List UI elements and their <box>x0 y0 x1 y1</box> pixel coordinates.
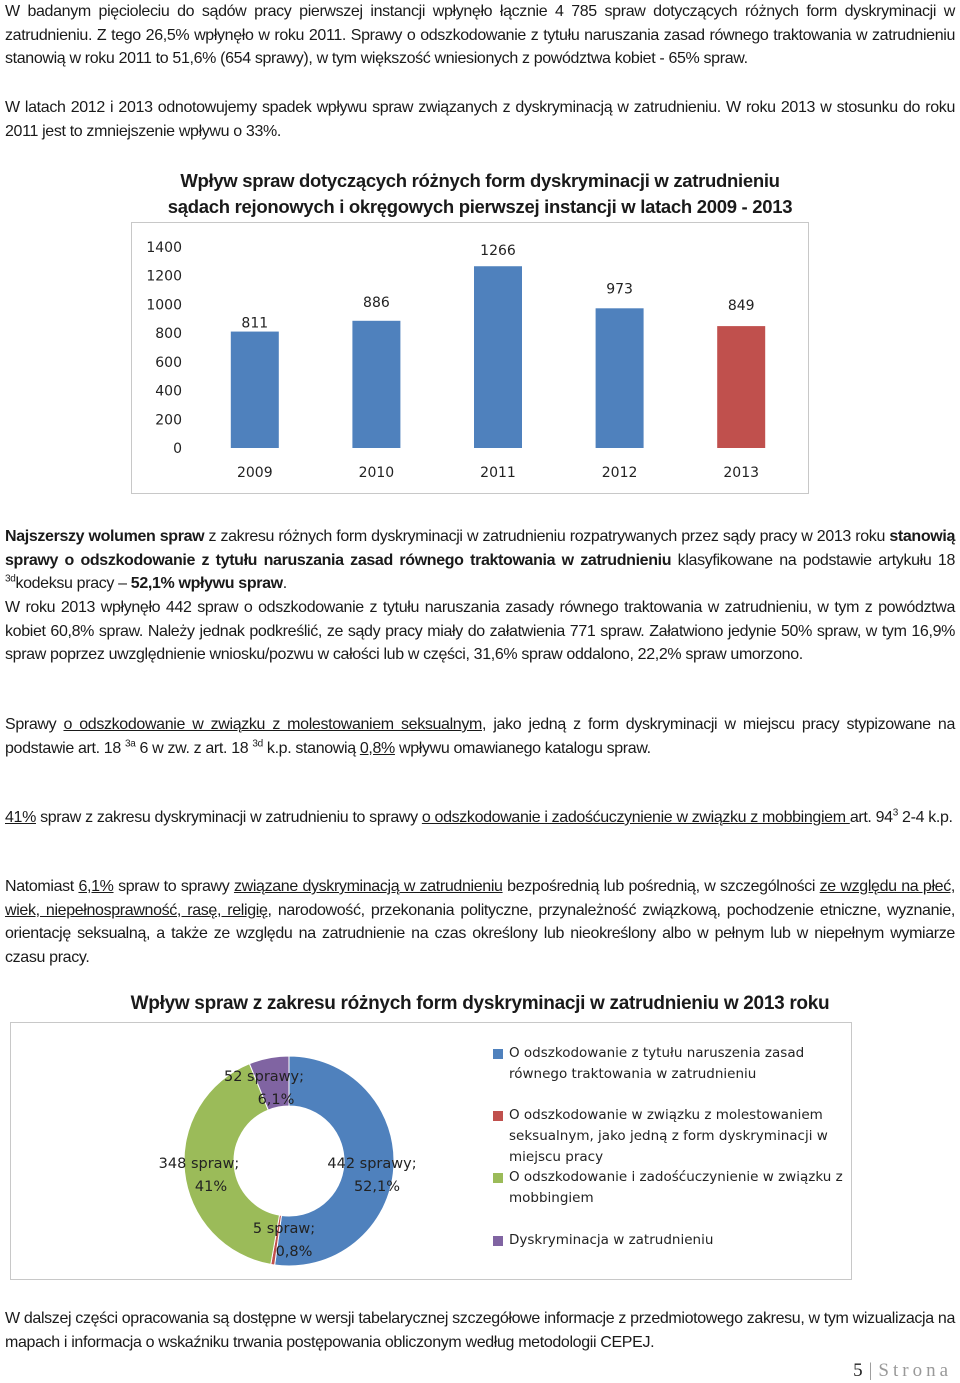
data-label-2009: 811 <box>241 315 269 332</box>
y-tick-label: 400 <box>155 383 182 400</box>
p3-text-1: z zakresu różnych form dyskryminacji w zatrudnieniu rozpatrywanych przez sądy pracy w 2013 roku <box>204 528 890 545</box>
p3-bold-1: Najszerszy wolumen spraw <box>5 528 205 545</box>
y-tick-label: 800 <box>155 326 182 343</box>
y-tick-label: 0 <box>173 441 182 457</box>
p5-text-2: , jako jedną z form dyskryminacji w miejscu pracy stypizowane na podstawie art. 18 <box>5 716 956 757</box>
p7-text-2: spraw to sprawy <box>113 878 234 895</box>
p6-text-1: spraw z zakresu dyskryminacji w zatrudnieniu to sprawy <box>35 809 422 826</box>
legend-swatch-green <box>493 1173 503 1183</box>
donut-label-0-line2: 52,1% <box>353 1179 401 1195</box>
data-label-2010: 886 <box>363 294 390 311</box>
pie-chart-title: Wpływ spraw z zakresu różnych form dyskryminacji w zatrudnieniu w 2013 roku <box>130 993 830 1014</box>
p5-sup-1: 3a <box>125 738 136 750</box>
p3-text-4: . <box>282 575 287 592</box>
x-tick-label-2011: 2011 <box>480 465 516 481</box>
p7-underline-2: związane dyskryminacją w zatrudnieniu <box>233 878 503 895</box>
data-label-2011: 1266 <box>480 243 516 260</box>
y-tick-label: 200 <box>155 412 182 429</box>
p5-underline-1: o odszkodowanie w związku z molestowaniem seksualnym <box>63 716 482 733</box>
p5-text-3: 6 w zw. z art. 18 <box>135 739 253 757</box>
donut-label-1-line1: 5 spraw; <box>252 1221 316 1237</box>
p6-text-3: 2-4 k.p. <box>897 809 953 826</box>
p3-bold-2: stanowią sprawy o odszkodowanie z tytułu naruszania zasad równego traktowania w zatrudnieniu <box>5 528 955 569</box>
p3-sup: 3d <box>5 573 16 585</box>
donut-label-2-line1: 348 spraw; <box>158 1156 240 1172</box>
p7-text-1: Natomiast <box>5 878 79 895</box>
p6-text-2: art. 94 <box>849 809 893 826</box>
bar-chart-title-line1: Wpływ spraw dotyczących różnych form dyskryminacji w zatrudnieniu <box>180 170 780 191</box>
bar-2009 <box>231 332 279 448</box>
legend-label-harassment: O odszkodowanie w związku z molestowaniem seksualnym, jako jedną z form dyskryminacji w miejscu pracy <box>509 1107 828 1165</box>
intro-paragraph: W badanym pięcioleciu do sądów pracy pierwszej instancji wpłynęło łącznie 4 785 spraw dotyczących różnych form dyskryminacji w zatrudnieniu. Z tego 26,5% wpłynęło w roku 2011. Sprawy o odszkodowanie z tytułu naruszania zasad równego traktowania w zatrudnieniu stanowią w roku 2011 to 51,6% (654 sprawy), w tym większość wniesionych z powództwa kobiet - 65% spraw. <box>5 3 955 67</box>
x-tick-label-2013: 2013 <box>723 465 760 481</box>
p5-text-4: k.p. stanowią <box>262 739 360 757</box>
legend-item-mobbing <box>493 1167 859 1209</box>
decline-paragraph: W latach 2012 i 2013 odnotowujemy spadek wpływu spraw związanych z dyskryminacją w zatrudnieniu. W roku 2013 w stosunku do roku 2011 jest to zmniejszenie wpływu o 33%. <box>5 99 955 140</box>
bar-chart-frame <box>131 222 809 494</box>
legend-item-harassment <box>493 1105 859 1168</box>
donut-label-2-line2: 41% <box>194 1179 228 1195</box>
largest-volume-paragraph <box>5 525 955 596</box>
bar-2010 <box>352 321 400 448</box>
donut-chart <box>11 1023 491 1279</box>
y-tick-label: 600 <box>155 354 182 371</box>
x-tick-label-2012: 2012 <box>601 465 638 481</box>
y-tick-label: 1200 <box>146 268 182 285</box>
x-tick-label-2010: 2010 <box>358 465 395 481</box>
bar-2011 <box>474 266 522 448</box>
p5-underline-2: 0,8% <box>359 739 395 757</box>
pie-chart-frame <box>10 1022 852 1280</box>
p3-text-2: klasyfikowane na podstawie artykułu 18 <box>671 551 956 569</box>
p3-text-3: kodeksu pracy – <box>15 575 131 592</box>
x-tick-label-2009: 2009 <box>236 465 273 481</box>
p7-text-4: , narodowość, przekonania polityczne, przynależność związkową, pochodzenie etniczne, wyznanie, orientację seksualną, a także ze względu na zatrudnienie na czas określony lub nieokreślony albo w pełnym lub w niepełnym wymiarze czasu pracy. <box>5 901 956 966</box>
p7-underline-3: ze względu na płeć, wiek, niepełnosprawność, rasę, religię <box>5 878 955 919</box>
legend-item-discrimination <box>493 1230 859 1251</box>
footer-word: Strona <box>878 1360 952 1381</box>
y-tick-label: 1000 <box>146 297 182 314</box>
footer-separator: | <box>868 1360 877 1381</box>
page-number: 5 <box>853 1360 867 1381</box>
donut-label-1-line2: 0,8% <box>275 1244 313 1260</box>
p3-bold-3: 52,1% wpływu spraw <box>130 575 283 592</box>
p5-text-5: wpływu omawianego katalogu spraw. <box>394 739 651 757</box>
legend-swatch-red <box>493 1111 503 1121</box>
bar-chart-title-line2: sądach rejonowych i okręgowych pierwszej instancji w latach 2009 - 2013 <box>167 196 793 217</box>
bar-chart <box>132 223 808 493</box>
p7-text-3: bezpośrednią lub pośrednią, w szczególności <box>502 878 820 895</box>
legend-item-equal-treatment <box>493 1043 859 1085</box>
mobbing-paragraph <box>5 806 955 830</box>
discrimination-paragraph <box>5 875 955 969</box>
bar-2013 <box>717 326 765 448</box>
legend-swatch-purple <box>493 1236 503 1246</box>
donut-label-3-line1: 52 sprawy; <box>224 1069 304 1085</box>
y-tick-label: 1400 <box>146 240 182 256</box>
legend-label-mobbing: O odszkodowanie i zadośćuczynienie w związku z mobbingiem <box>509 1169 843 1206</box>
harassment-paragraph <box>5 713 955 760</box>
p5-sup-2: 3d <box>252 738 263 750</box>
p6-underline-1: 41% <box>5 809 36 826</box>
legend-swatch-blue <box>493 1049 503 1059</box>
p6-underline-2: o odszkodowanie i zadośćuczynienie w związku z mobbingiem <box>421 809 850 826</box>
bar-2012 <box>596 308 644 448</box>
bar-chart-title <box>0 168 960 220</box>
pie-legend <box>493 1043 843 1268</box>
p5-text-1: Sprawy <box>5 716 64 733</box>
legend-label-equal-treatment: O odszkodowanie z tytułu naruszenia zasad równego traktowania w zatrudnieniu <box>509 1045 805 1082</box>
donut-label-3-line2: 6,1% <box>257 1092 295 1108</box>
p7-underline-1: 6,1% <box>78 878 114 895</box>
page-footer <box>853 1360 952 1382</box>
legend-label-discrimination: Dyskryminacja w zatrudnieniu <box>509 1232 714 1248</box>
closing-paragraph: W dalszej części opracowania są dostępne w wersji tabelarycznej szczegółowe informacje z przedmiotowego zakresu, w tym wizualizacja na mapach i informacja o wskaźniku trwania postępowania obliczonym według metodologii CEPEJ. <box>5 1310 955 1351</box>
donut-label-0-line1: 442 sprawy; <box>327 1156 417 1172</box>
cases-2013-paragraph: W roku 2013 wpłynęło 442 spraw o odszkodowanie z tytułu naruszania zasady równego traktowania w zatrudnieniu, w tym z powództwa kobiet 60,8% spraw. Należy jednak podkreślić, ze sądy pracy miały do załatwienia 771 spraw. Załatwiono jedynie 50% spraw, w tym 16,9% spraw poprzez uwzględnienie wniosku/pozwu w całości lub w części, 31,6% spraw oddalono, 22,2% spraw umorzono. <box>5 599 955 663</box>
p6-sup: 3 <box>892 807 898 819</box>
data-label-2013: 849 <box>727 298 755 315</box>
data-label-2012: 973 <box>606 281 633 298</box>
